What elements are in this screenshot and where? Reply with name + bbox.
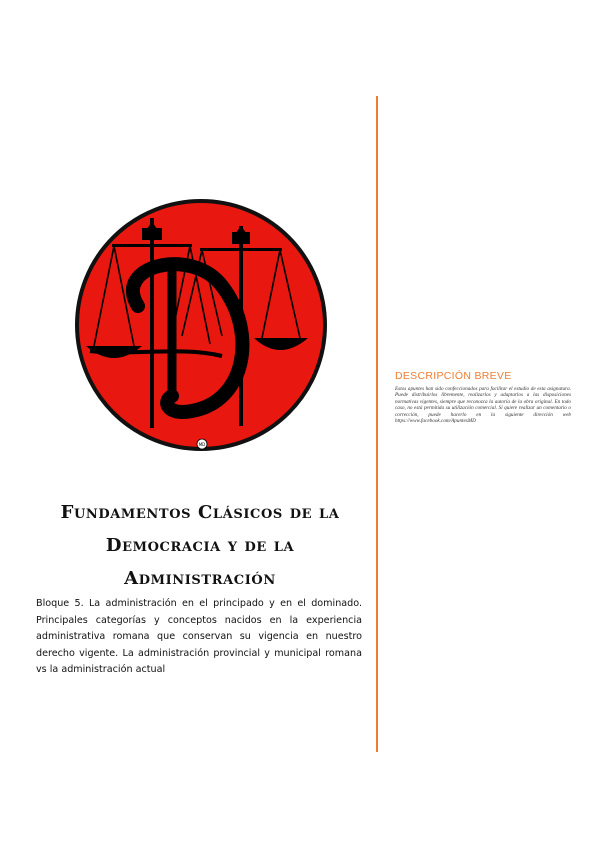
document-title [36, 496, 364, 595]
sidebar-heading: DESCRIPCIÓN BREVE [395, 370, 512, 382]
logo-tiny-mark: MD [198, 442, 206, 447]
title-line-2: Democracia y de la [105, 535, 295, 556]
vertical-divider [376, 96, 378, 752]
title-line-1: Fundamentos Clásicos de la [60, 502, 340, 523]
description-sidebar [395, 370, 571, 424]
document-subtitle: Bloque 5. La administración en el principado y en el dominado. Principales categorías y conceptos nacidos en la experiencia administrativa romana que conservan su vigencia en nuestro derecho vigente. La administración provincial y municipal romana vs la administración actual [36, 598, 362, 676]
scales-of-justice-logo-icon [72, 196, 330, 454]
title-line-3: Administración [124, 568, 276, 589]
sidebar-description: Estos apuntes han sido confeccionados para facilitar el estudio de esta asignatura. Puede distribuirlos libremente, realizarlos y adaptarlos a las disposiciones normativas vigentes, siempre que reconozca la autoría de la obra original. En todo caso, no está permitida su utilización comercial. Si quiere realizar un comentario o corrección, puede hacerlo en la siguiente dirección web https://www.facebook.com/ApuntesMD [395, 386, 571, 425]
left-scale-post [150, 218, 154, 428]
